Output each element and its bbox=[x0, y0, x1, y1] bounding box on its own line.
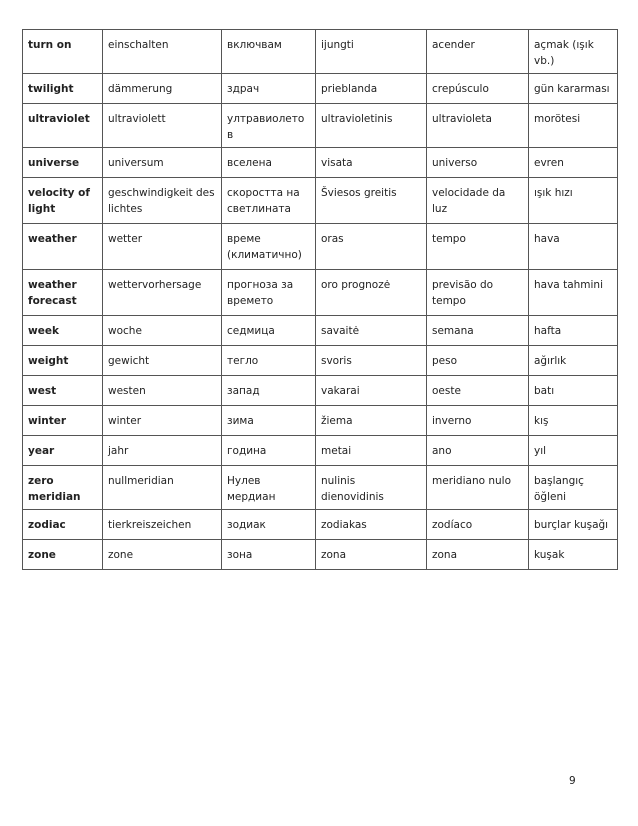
bulgarian-cell: включвам bbox=[222, 30, 316, 74]
turkish-cell: başlangıç öğleni bbox=[529, 466, 618, 510]
german-cell: dämmerung bbox=[103, 74, 222, 104]
table-row bbox=[23, 224, 618, 270]
bulgarian-cell: здрач bbox=[222, 74, 316, 104]
turkish-cell: ışık hızı bbox=[529, 178, 618, 224]
turkish-cell: gün kararması bbox=[529, 74, 618, 104]
lithuanian-cell: savaitė bbox=[316, 316, 427, 346]
term-cell: velocity of light bbox=[23, 178, 103, 224]
term-cell: weight bbox=[23, 346, 103, 376]
term-cell: universe bbox=[23, 148, 103, 178]
table-row bbox=[23, 540, 618, 570]
bulgarian-cell: зима bbox=[222, 406, 316, 436]
german-cell: winter bbox=[103, 406, 222, 436]
portuguese-cell: velocidade da luz bbox=[427, 178, 529, 224]
lithuanian-cell: žiema bbox=[316, 406, 427, 436]
bulgarian-cell: година bbox=[222, 436, 316, 466]
portuguese-cell: meridiano nulo bbox=[427, 466, 529, 510]
portuguese-cell: acender bbox=[427, 30, 529, 74]
term-cell: zero meridian bbox=[23, 466, 103, 510]
term-cell: year bbox=[23, 436, 103, 466]
lithuanian-cell: metai bbox=[316, 436, 427, 466]
table-row bbox=[23, 270, 618, 316]
portuguese-cell: crepúsculo bbox=[427, 74, 529, 104]
lithuanian-cell: visata bbox=[316, 148, 427, 178]
table-row bbox=[23, 510, 618, 540]
portuguese-cell: zodíaco bbox=[427, 510, 529, 540]
table-row bbox=[23, 148, 618, 178]
portuguese-cell: inverno bbox=[427, 406, 529, 436]
term-cell: zodiac bbox=[23, 510, 103, 540]
german-cell: jahr bbox=[103, 436, 222, 466]
portuguese-cell: tempo bbox=[427, 224, 529, 270]
lithuanian-cell: oras bbox=[316, 224, 427, 270]
table-row bbox=[23, 104, 618, 148]
table-row bbox=[23, 74, 618, 104]
table-row bbox=[23, 178, 618, 224]
portuguese-cell: ano bbox=[427, 436, 529, 466]
bulgarian-cell: зона bbox=[222, 540, 316, 570]
turkish-cell: açmak (ışık vb.) bbox=[529, 30, 618, 74]
glossary-table bbox=[22, 29, 618, 570]
lithuanian-cell: Šviesos greitis bbox=[316, 178, 427, 224]
german-cell: ultraviolett bbox=[103, 104, 222, 148]
lithuanian-cell: prieblanda bbox=[316, 74, 427, 104]
bulgarian-cell: прогноза за времето bbox=[222, 270, 316, 316]
german-cell: wetter bbox=[103, 224, 222, 270]
bulgarian-cell: скоростта на светлината bbox=[222, 178, 316, 224]
turkish-cell: kış bbox=[529, 406, 618, 436]
turkish-cell: yıl bbox=[529, 436, 618, 466]
german-cell: wettervorhersage bbox=[103, 270, 222, 316]
german-cell: tierkreiszeichen bbox=[103, 510, 222, 540]
portuguese-cell: peso bbox=[427, 346, 529, 376]
turkish-cell: morötesi bbox=[529, 104, 618, 148]
lithuanian-cell: zodiakas bbox=[316, 510, 427, 540]
portuguese-cell: ultravioleta bbox=[427, 104, 529, 148]
table-row bbox=[23, 376, 618, 406]
term-cell: twilight bbox=[23, 74, 103, 104]
lithuanian-cell: vakarai bbox=[316, 376, 427, 406]
lithuanian-cell: svoris bbox=[316, 346, 427, 376]
german-cell: universum bbox=[103, 148, 222, 178]
portuguese-cell: zona bbox=[427, 540, 529, 570]
term-cell: week bbox=[23, 316, 103, 346]
german-cell: gewicht bbox=[103, 346, 222, 376]
german-cell: einschalten bbox=[103, 30, 222, 74]
table-row bbox=[23, 346, 618, 376]
portuguese-cell: universo bbox=[427, 148, 529, 178]
term-cell: ultraviolet bbox=[23, 104, 103, 148]
turkish-cell: batı bbox=[529, 376, 618, 406]
lithuanian-cell: nulinis dienovidinis bbox=[316, 466, 427, 510]
term-cell: weather bbox=[23, 224, 103, 270]
turkish-cell: burçlar kuşağı bbox=[529, 510, 618, 540]
table-row bbox=[23, 30, 618, 74]
bulgarian-cell: запад bbox=[222, 376, 316, 406]
term-cell: weather forecast bbox=[23, 270, 103, 316]
german-cell: nullmeridian bbox=[103, 466, 222, 510]
turkish-cell: hafta bbox=[529, 316, 618, 346]
portuguese-cell: previsão do tempo bbox=[427, 270, 529, 316]
turkish-cell: evren bbox=[529, 148, 618, 178]
turkish-cell: kuşak bbox=[529, 540, 618, 570]
turkish-cell: hava bbox=[529, 224, 618, 270]
page-number: 9 bbox=[569, 775, 576, 787]
table-row bbox=[23, 436, 618, 466]
table-row bbox=[23, 466, 618, 510]
bulgarian-cell: зодиак bbox=[222, 510, 316, 540]
german-cell: geschwindigkeit des lichtes bbox=[103, 178, 222, 224]
bulgarian-cell: седмица bbox=[222, 316, 316, 346]
term-cell: zone bbox=[23, 540, 103, 570]
term-cell: west bbox=[23, 376, 103, 406]
lithuanian-cell: zona bbox=[316, 540, 427, 570]
portuguese-cell: oeste bbox=[427, 376, 529, 406]
portuguese-cell: semana bbox=[427, 316, 529, 346]
german-cell: westen bbox=[103, 376, 222, 406]
german-cell: woche bbox=[103, 316, 222, 346]
lithuanian-cell: oro prognozė bbox=[316, 270, 427, 316]
bulgarian-cell: Нулев мердиан bbox=[222, 466, 316, 510]
term-cell: winter bbox=[23, 406, 103, 436]
bulgarian-cell: вселена bbox=[222, 148, 316, 178]
bulgarian-cell: ултравиолетов bbox=[222, 104, 316, 148]
turkish-cell: hava tahmini bbox=[529, 270, 618, 316]
bulgarian-cell: време (климатично) bbox=[222, 224, 316, 270]
table-row bbox=[23, 316, 618, 346]
german-cell: zone bbox=[103, 540, 222, 570]
table-row bbox=[23, 406, 618, 436]
turkish-cell: ağırlık bbox=[529, 346, 618, 376]
term-cell: turn on bbox=[23, 30, 103, 74]
lithuanian-cell: ijungti bbox=[316, 30, 427, 74]
lithuanian-cell: ultravioletinis bbox=[316, 104, 427, 148]
bulgarian-cell: тегло bbox=[222, 346, 316, 376]
